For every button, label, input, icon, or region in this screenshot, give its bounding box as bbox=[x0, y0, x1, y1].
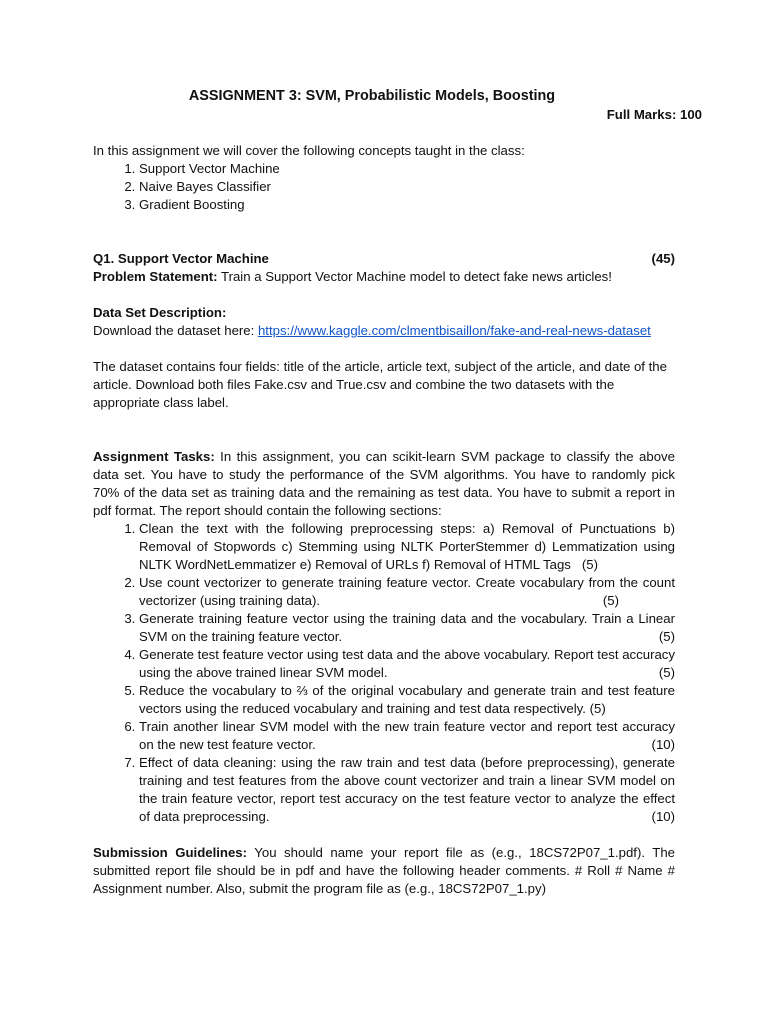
task-marks: (10) bbox=[651, 809, 675, 824]
task-item: 1. Clean the text with the following preprocessing steps: a) Removal of Punctuations b) Removal of Stopwords c) Stemming using NLTK PorterStemmer d) Lemmatization using NLTK WordNetLemmatizer e) Removal of URLs f) Removal of HTML Tags (5) bbox=[139, 520, 675, 574]
problem-statement bbox=[93, 268, 675, 286]
tasks-intro bbox=[93, 448, 675, 520]
dataset-description: The dataset contains four fields: title of the article, article text, subject of the article, and date of the article. Download both files Fake.csv and True.csv and combine the two datasets with the appropriate class label. bbox=[93, 359, 667, 410]
document-body bbox=[93, 142, 675, 898]
tasks-label: Assignment Tasks: bbox=[93, 449, 215, 464]
submission-text: You should name your report file as (e.g., 18CS72P07_1.pdf). The submitted report file should be in pdf and have the following header comments. # Roll # Name # Assignment number. Also, submit the program file as (e.g., 18CS72P07_1.py) bbox=[93, 845, 675, 896]
topic-item: 1. Support Vector Machine bbox=[139, 160, 675, 178]
topic-list bbox=[93, 160, 675, 214]
task-marks: (10) bbox=[651, 737, 675, 752]
task-marks: (5) bbox=[581, 557, 599, 572]
task-item: 6. Train another linear SVM model with the new train feature vector and report test accuracy on the new test feature vector. (10) bbox=[139, 718, 675, 754]
task-marks: (5) bbox=[589, 701, 606, 716]
task-list bbox=[93, 520, 675, 826]
problem-label: Problem Statement: bbox=[93, 269, 218, 284]
task-item: 7. Effect of data cleaning: using the raw train and test data (before preprocessing), generate training and test features from the above count vectorizer and train a linear SVM model on the train feature vector, report test accuracy on the test feature vector to analyze the effect of data preprocessing. (10) bbox=[139, 754, 675, 826]
topic-item: 2. Naive Bayes Classifier bbox=[139, 178, 675, 196]
dataset-heading: Data Set Description: bbox=[93, 305, 227, 320]
question-heading: Q1. Support Vector Machine bbox=[93, 251, 269, 266]
task-item: 5. Reduce the vocabulary to ⅔ of the original vocabulary and generate train and test feature vectors using the reduced vocabulary and training and test data respectively. (5) bbox=[139, 682, 675, 718]
full-marks: Full Marks: 100 bbox=[606, 107, 702, 122]
dataset-download bbox=[93, 322, 675, 340]
page-title: ASSIGNMENT 3: SVM, Probabilistic Models, Boosting bbox=[188, 88, 556, 104]
task-item: 4. Generate test feature vector using test data and the above vocabulary. Report test accuracy using the above trained linear SVM model. (5) bbox=[139, 646, 675, 682]
task-marks: (5) bbox=[658, 629, 675, 644]
download-text: Download the dataset here: bbox=[93, 323, 258, 338]
dataset-link[interactable]: https://www.kaggle.com/clmentbisaillon/fake-and-real-news-dataset bbox=[257, 323, 651, 338]
task-item: 2. Use count vectorizer to generate training feature vector. Create vocabulary from the count vectorizer (using training data). (5) bbox=[139, 574, 675, 610]
task-marks: (5) bbox=[658, 665, 675, 680]
question-marks: (45) bbox=[651, 251, 675, 266]
question-heading-row bbox=[93, 250, 675, 268]
intro-text: In this assignment we will cover the following concepts taught in the class: bbox=[93, 143, 525, 158]
submission-label: Submission Guidelines: bbox=[93, 845, 248, 860]
task-item: 3. Generate training feature vector using the training data and the vocabulary. Train a Linear SVM on the training feature vector. (5) bbox=[139, 610, 675, 646]
tasks-intro-text: In this assignment, you can scikit-learn SVM package to classify the above data set. You have to study the performance of the SVM algorithms. You have to randomly pick 70% of the data set as training data and the remaining as test data. You have to submit a report in pdf format. The report should contain the following sections: bbox=[93, 449, 675, 518]
problem-text: Train a Support Vector Machine model to detect fake news articles! bbox=[217, 269, 612, 284]
task-marks: (5) bbox=[602, 593, 619, 608]
topic-item: 3. Gradient Boosting bbox=[139, 196, 675, 214]
submission-guidelines bbox=[93, 844, 675, 898]
